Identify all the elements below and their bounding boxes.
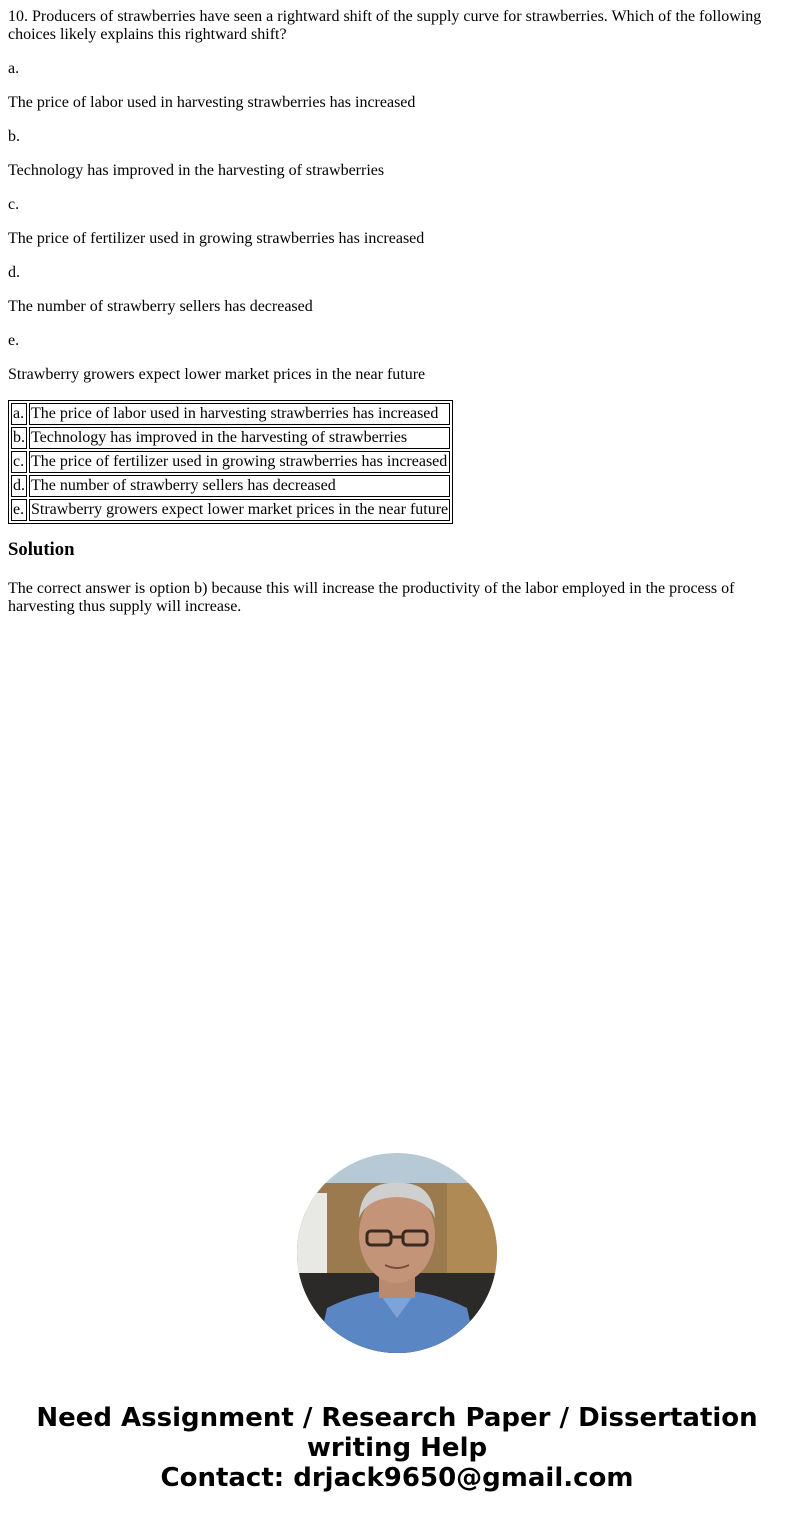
table-cell-text: The number of strawberry sellers has decreased bbox=[29, 475, 450, 497]
document-body bbox=[0, 0, 794, 616]
choice-d-text: The number of strawberry sellers has decreased bbox=[8, 298, 313, 315]
choice-a-letter: a. bbox=[8, 60, 20, 77]
avatar-portrait bbox=[297, 1153, 497, 1353]
choices-table bbox=[8, 400, 453, 524]
promo-contact: Contact: drjack9650@gmail.com bbox=[160, 1463, 634, 1493]
solution-heading: Solution bbox=[8, 539, 75, 560]
table-row bbox=[11, 475, 450, 497]
table-cell-letter: e. bbox=[11, 499, 27, 521]
promo-line-1: Need Assignment / Research Paper / Dissertation bbox=[36, 1403, 758, 1433]
choice-b-letter: b. bbox=[8, 128, 20, 145]
table-row bbox=[11, 403, 450, 425]
table-row bbox=[11, 499, 450, 521]
choice-a-text: The price of labor used in harvesting strawberries has increased bbox=[8, 94, 416, 111]
solution-text: The correct answer is option b) because this will increase the productivity of the labor employed in the process of harvesting thus supply will increase. bbox=[8, 580, 735, 615]
promo-line-2: writing Help bbox=[306, 1433, 488, 1463]
question-text: 10. Producers of strawberries have seen a rightward shift of the supply curve for strawberries. Which of the following choices likely explains this rightward shift? bbox=[8, 8, 762, 43]
table-cell-letter: a. bbox=[11, 403, 27, 425]
table-cell-text: The price of labor used in harvesting strawberries has increased bbox=[29, 403, 450, 425]
choice-e-text: Strawberry growers expect lower market prices in the near future bbox=[8, 366, 426, 383]
promo-banner bbox=[0, 1403, 794, 1493]
table-cell-text: Technology has improved in the harvesting of strawberries bbox=[29, 427, 450, 449]
table-cell-letter: b. bbox=[11, 427, 27, 449]
choice-c-letter: c. bbox=[8, 196, 20, 213]
table-cell-letter: c. bbox=[11, 451, 27, 473]
choice-b-text: Technology has improved in the harvesting of strawberries bbox=[8, 162, 385, 179]
choice-c-text: The price of fertilizer used in growing strawberries has increased bbox=[8, 230, 425, 247]
choice-d-letter: d. bbox=[8, 264, 20, 281]
table-cell-text: The price of fertilizer used in growing strawberries has increased bbox=[29, 451, 450, 473]
table-cell-text: Strawberry growers expect lower market prices in the near future bbox=[29, 499, 450, 521]
choice-e-letter: e. bbox=[8, 332, 20, 349]
table-cell-letter: d. bbox=[11, 475, 27, 497]
table-row bbox=[11, 427, 450, 449]
avatar bbox=[297, 1153, 497, 1353]
table-row bbox=[11, 451, 450, 473]
